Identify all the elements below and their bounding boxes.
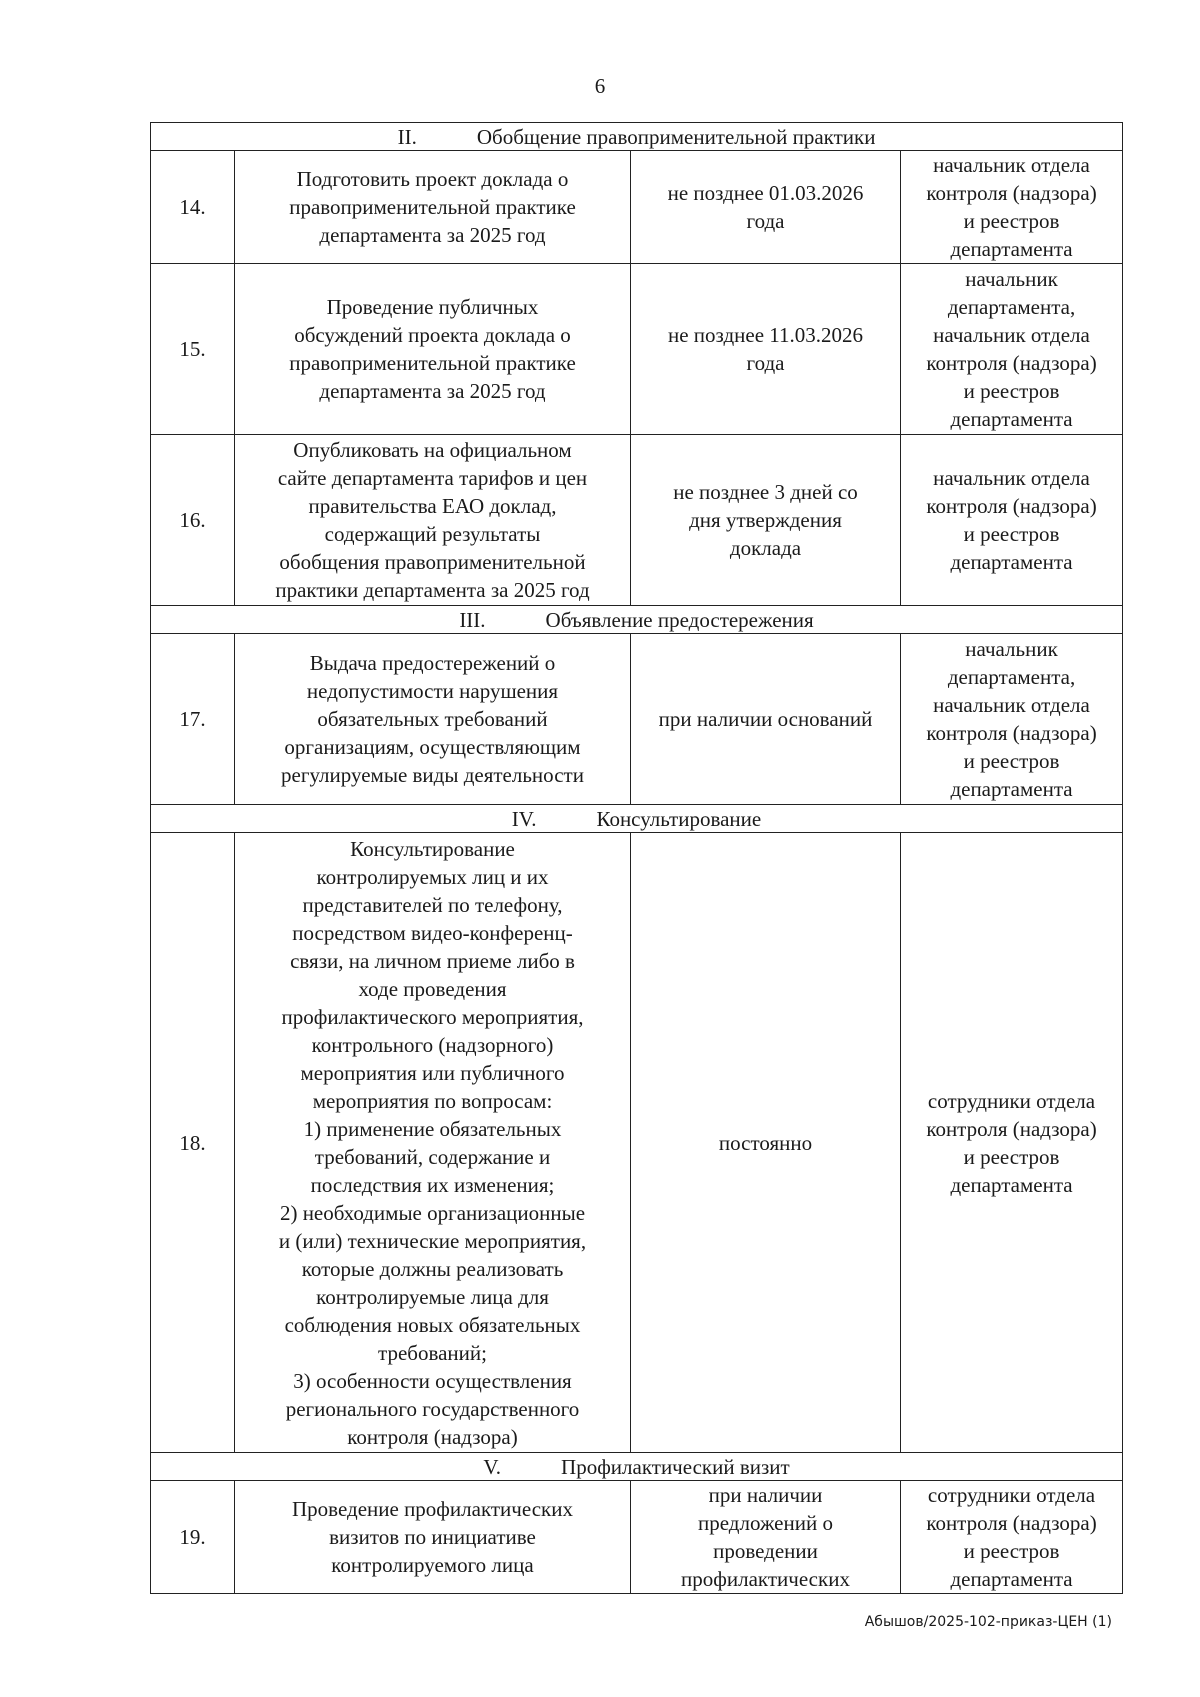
row-responsible: начальник отдела контроля (надзора) и реестров департамента [901,435,1123,606]
section-header [151,123,1123,151]
section-roman-numeral: III. [459,607,486,632]
table-row [151,1481,1123,1594]
row-deadline: не позднее 3 дней со дня утверждения доклада [631,435,901,606]
section-header [151,805,1123,833]
row-task: Выдача предостережений о недопустимости нарушения обязательных требований организациям, осуществляющим регулируемые виды деятельности [235,634,631,805]
table-row [151,151,1123,264]
row-responsible: начальник отдела контроля (надзора) и реестров департамента [901,151,1123,264]
section-title [151,606,1123,634]
row-deadline: постоянно [631,833,901,1453]
section-roman-numeral: II. [397,124,417,149]
row-responsible: начальник департамента, начальник отдела контроля (надзора) и реестров департамента [901,264,1123,435]
section-title [151,123,1123,151]
row-number: 14. [151,151,235,264]
table-row [151,435,1123,606]
row-number: 16. [151,435,235,606]
page-number: 6 [594,74,606,98]
table-row [151,264,1123,435]
section-name: Консультирование [596,806,762,831]
row-task: Проведение профилактических визитов по инициативе контролируемого лица [235,1481,631,1594]
section-title [151,1453,1123,1481]
row-responsible: начальник департамента, начальник отдела контроля (надзора) и реестров департамента [901,634,1123,805]
row-task: Проведение публичных обсуждений проекта доклада о правоприменительной практике департамента за 2025 год [235,264,631,435]
row-responsible: сотрудники отдела контроля (надзора) и реестров департамента [901,1481,1123,1594]
section-header [151,606,1123,634]
table-row [151,833,1123,1453]
row-deadline: при наличии оснований [631,634,901,805]
table-row [151,634,1123,805]
section-header [151,1453,1123,1481]
row-task: Опубликовать на официальном сайте департамента тарифов и цен правительства ЕАО доклад, содержащий результаты обобщения правоприменительной практики департамента за 2025 год [235,435,631,606]
row-task: Подготовить проект доклада о правоприменительной практике департамента за 2025 год [235,151,631,264]
section-title [151,805,1123,833]
row-number: 17. [151,634,235,805]
row-responsible: сотрудники отдела контроля (надзора) и реестров департамента [901,833,1123,1453]
section-roman-numeral: V. [483,1454,502,1479]
section-name: Профилактический визит [561,1454,790,1479]
document-registration-code: Абышов/2025-102-приказ-ЦЕН (1) [864,1614,1112,1630]
row-task: Консультирование контролируемых лиц и их представителей по телефону, посредством видео-конференц- связи, на личном приеме либо в ходе проведения профилактического мероприятия, контрольного (надзорного) мероприятия или публичного мероприятия по вопросам: 1) применение обязательных требований, содержание и последствия их изменения; 2) необходимые организационные и (или) технические мероприятия, которые должны реализовать контролируемые лица для соблюдения новых обязательных требований; 3) особенности осуществления регионального государственного контроля (надзора) [235,833,631,1453]
section-name: Обобщение правоприменительной практики [476,124,876,149]
row-number: 18. [151,833,235,1453]
row-number: 19. [151,1481,235,1594]
section-roman-numeral: IV. [511,806,537,831]
section-name: Объявление предостережения [545,607,814,632]
row-deadline: не позднее 11.03.2026 года [631,264,901,435]
row-deadline: при наличии предложений о проведении профилактических [631,1481,901,1594]
row-number: 15. [151,264,235,435]
measures-table [150,122,1123,1594]
row-deadline: не позднее 01.03.2026 года [631,151,901,264]
